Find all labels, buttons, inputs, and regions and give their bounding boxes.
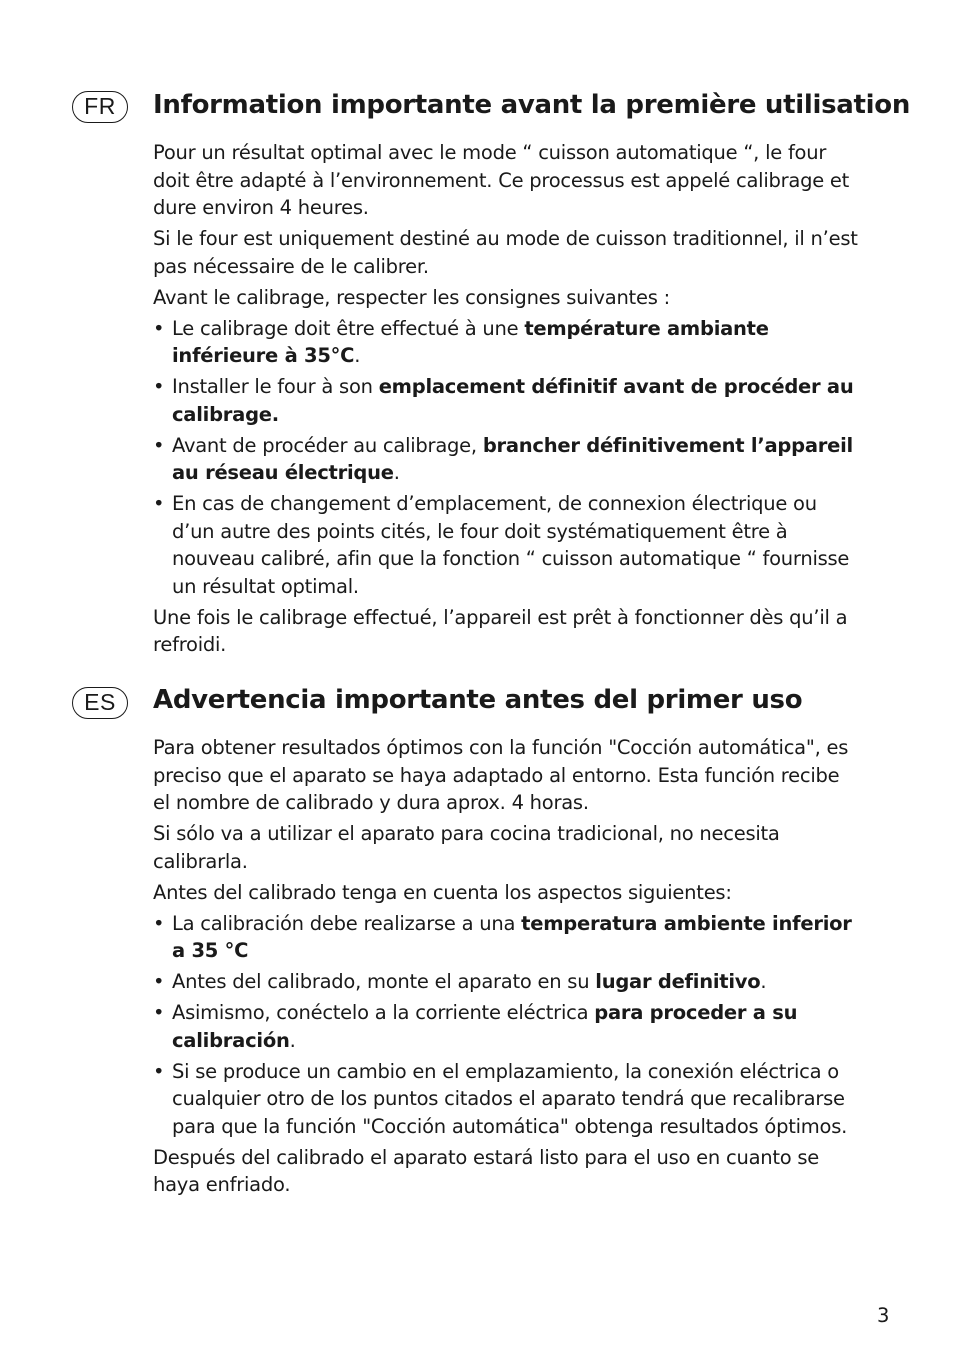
list-item — [153, 1058, 859, 1141]
bullet-list-es — [153, 910, 859, 1141]
list-item-text: La calibración debe realizarse a una — [172, 911, 522, 935]
heading-es: Advertencia importante antes del primer uso — [153, 685, 803, 715]
paragraph-fr-1: Pour un résultat optimal avec le mode “ cuisson automatique “, le four doit être adapté à l’environnement. Ce processus est appelé calibrage et dure environ 4 heures. — [153, 141, 850, 219]
bullet-icon: • — [153, 1059, 165, 1083]
list-item-trailing: . — [760, 970, 767, 993]
bullet-icon: • — [153, 492, 165, 515]
list-item-text: Asimismo, conéctelo a la corriente eléctrica — [172, 1001, 595, 1024]
heading-fr: Information importante avant la première utilisation — [153, 90, 911, 120]
list-item — [153, 432, 859, 487]
list-item — [153, 373, 859, 428]
list-item-emphasis: brancher définitivement l’appareil au réseau électrique — [172, 433, 853, 484]
language-badge-fr: FR — [72, 91, 128, 123]
list-item — [153, 968, 859, 996]
list-item-emphasis: lugar definitivo — [595, 970, 761, 993]
bullet-icon: • — [153, 970, 165, 993]
list-item-text: Le calibrage doit être effectué à une — [172, 316, 525, 340]
list-item-trailing: . — [354, 344, 361, 367]
list-item — [153, 490, 859, 600]
paragraph-es-1: Para obtener resultados óptimos con la función "Cocción automática", es preciso que el aparato se haya adaptado al entorno. Esta función recibe el nombre de calibrado y dura aprox. 4 horas. — [153, 736, 849, 814]
paragraph-es-2: Si sólo va a utilizar el aparato para cocina tradicional, no necesita calibrarla. — [153, 822, 780, 873]
list-item — [153, 999, 859, 1054]
body-fr — [153, 139, 859, 662]
list-item — [153, 910, 859, 965]
list-item — [153, 315, 859, 370]
list-item-text: Avant de procéder au calibrage, — [172, 433, 483, 457]
bullet-icon: • — [153, 316, 165, 340]
page-number: 3 — [877, 1304, 890, 1327]
paragraph-fr-2: Si le four est uniquement destiné au mode de cuisson traditionnel, il n’est pas nécessaire de le calibrer. — [153, 227, 858, 278]
language-badge-es: ES — [72, 687, 128, 719]
paragraph-fr-3: Avant le calibrage, respecter les consignes suivantes : — [153, 285, 670, 309]
paragraph-es-4: Después del calibrado el aparato estará listo para el uso en cuanto se haya enfriado. — [153, 1145, 820, 1196]
list-item-emphasis: emplacement définitif avant de procéder au calibrage. — [172, 375, 854, 426]
bullet-icon: • — [153, 1001, 165, 1024]
list-item-trailing: . — [393, 461, 400, 484]
list-item-text: Si se produce un cambio en el emplazamiento, la conexión eléctrica o cualquier otro de los puntos citados el aparato tendrá que recalibrarse para que la función "Cocción automática" obtenga resultados óptimos. — [172, 1059, 848, 1138]
list-item-emphasis: para proceder a su calibración — [172, 1001, 798, 1052]
list-item-text: Antes del calibrado, monte el aparato en su — [172, 970, 596, 993]
bullet-icon: • — [153, 375, 165, 398]
list-item-trailing: . — [289, 1028, 296, 1052]
list-item-text: En cas de changement d’emplacement, de connexion électrique ou d’un autre des points cités, le four doit systématiquement être à nouveau calibré, afin que la fonction “ cuisson automatique “ fournisse un résultat optimal. — [172, 492, 850, 598]
bullet-icon: • — [153, 433, 165, 457]
list-item-text: Installer le four à son — [172, 375, 379, 398]
paragraph-es-3: Antes del calibrado tenga en cuenta los aspectos siguientes: — [153, 880, 732, 904]
list-item-emphasis: température ambiante inférieure à 35°C — [172, 316, 769, 367]
list-item-emphasis: temperatura ambiente inferior a 35 °C — [172, 911, 852, 962]
bullet-list-fr — [153, 315, 859, 601]
bullet-icon: • — [153, 911, 165, 935]
paragraph-fr-4: Une fois le calibrage effectué, l’appareil est prêt à fonctionner dès qu’il a refroidi. — [153, 605, 848, 656]
body-es — [153, 734, 859, 1202]
